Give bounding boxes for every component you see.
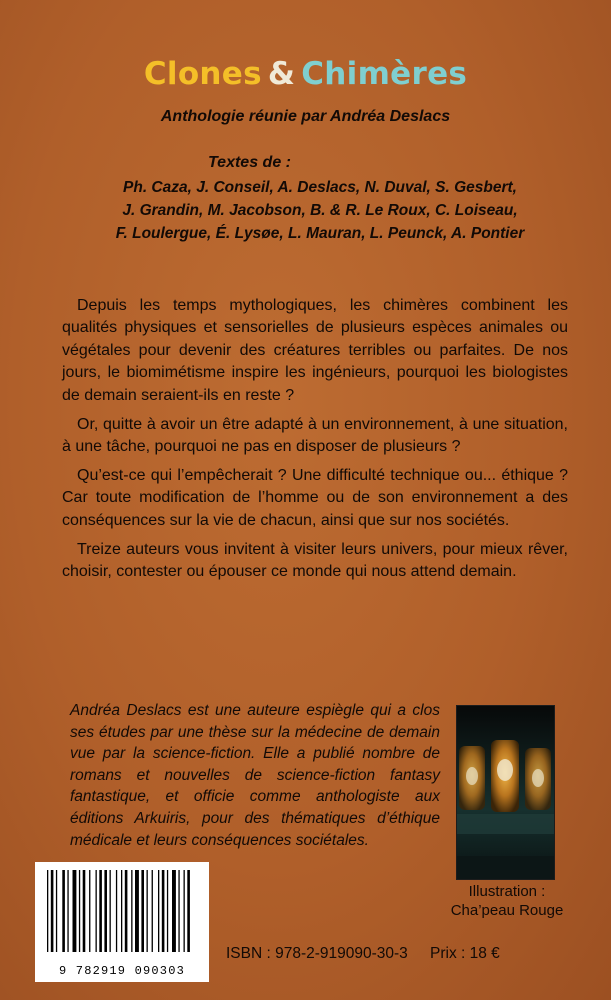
lab-tubes-illustration: [457, 706, 554, 879]
back-cover-blurb: [62, 295, 568, 590]
blurb-paragraph: Treize auteurs vous invitent à visiter leurs univers, pour mieux rêver, choisir, contester ou épouser ce monde qui nous attend demain.: [62, 540, 568, 580]
texts-by-label: Textes de :: [208, 154, 291, 171]
blurb-paragraph: Depuis les temps mythologiques, les chimères combinent les qualités physiques et sensorielles de plusieurs espèces animales ou végétales pour devenir des créatures terribles ou parfaites. De nos jours, le biomimétisme inspire les ingénieurs, pourquoi les biologistes de demain seraient-ils en reste ?: [62, 297, 568, 404]
illustrator-name: Cha’peau Rouge: [450, 902, 564, 919]
authors-list: [60, 176, 580, 245]
barcode-number: 9 782919 090303: [58, 964, 186, 978]
barcode-bars: [35, 862, 209, 962]
book-title: [0, 56, 611, 92]
authors-line: J. Grandin, M. Jacobson, B. & R. Le Roux, C. Loiseau,: [122, 202, 518, 219]
isbn: ISBN : 978-2-919090-30-3: [226, 945, 408, 962]
author-bio: Andréa Deslacs est une auteure espiègle qui a clos ses études par une thèse sur la médecine de demain vue par la science-fiction. Elle a publié nombre de romans et nouvelles de science-fiction fantasy fantastique, et officie comme anthologiste aux éditions Arkuiris, pour des thématiques d’éthique médicale et leurs conséquences sociétales.: [70, 702, 440, 849]
authors-line: F. Loulergue, É. Lysøe, L. Mauran, L. Peunck, A. Pontier: [115, 225, 525, 242]
title-word-chimeres: Chimères: [301, 56, 468, 92]
authors-line: Ph. Caza, J. Conseil, A. Deslacs, N. Duval, S. Gesbert,: [123, 179, 517, 196]
illustration-credit: [432, 882, 582, 920]
barcode: [35, 862, 209, 982]
title-ampersand: &: [267, 56, 296, 92]
anthology-subtitle: Anthologie réunie par Andréa Deslacs: [160, 108, 451, 125]
title-word-clones: Clones: [143, 56, 262, 92]
blurb-paragraph: Or, quitte à avoir un être adapté à un environnement, à une situation, à une tâche, pourquoi ne pas en disposer de plusieurs ?: [62, 415, 568, 455]
blurb-paragraph: Qu’est-ce qui l’empêcherait ? Une difficulté technique ou... éthique ? Car toute modification de l’homme ou de son environnement a des conséquences sur la vie de chacun, ainsi que sur nos sociétés.: [62, 466, 568, 529]
illustration-thumbnail: [456, 705, 555, 880]
illustration-label: Illustration :: [468, 883, 546, 900]
price: Prix : 18 €: [430, 945, 500, 962]
